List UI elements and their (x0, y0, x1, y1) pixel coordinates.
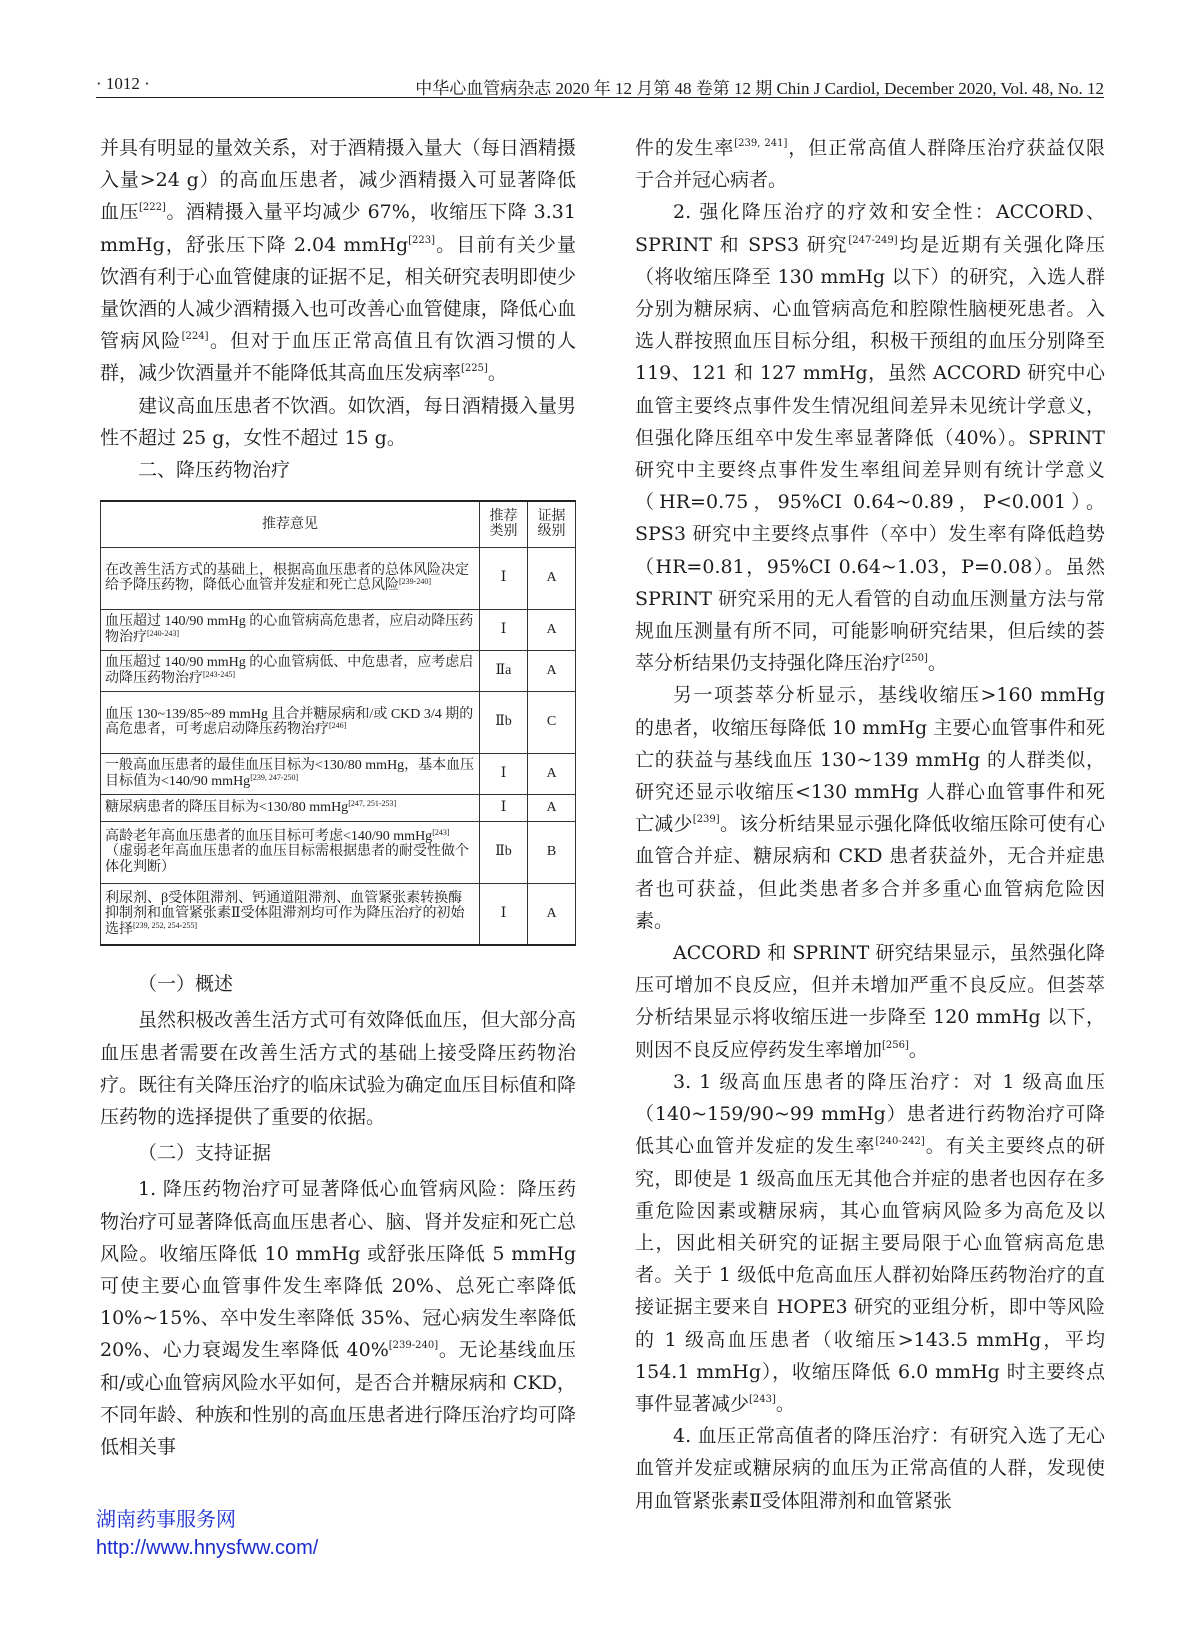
paragraph-metaanalysis: 另一项荟萃分析显示，基线收缩压>160 mmHg 的患者，收缩压每降低 10 mmHg 主要心血管事件和死亡的获益与基线血压 130~139 mmHg 的人群类似，研究还显示收缩压<130 mmHg 人群心血管事件和死亡减少[239]。该分析结果显示强化降低收缩压除可使有心血管合并症、糖尿病和 CKD 患者获益外，无合并症患者也可获益，但此类患者多合并多重心血管病危险因素。 (635, 684, 1105, 932)
subsection-title: （二）支持证据 (138, 1142, 272, 1165)
evidence-level: C (528, 691, 576, 753)
table-row (101, 753, 576, 794)
recommendation-text: 一般高血压患者的最佳血压目标为<130/80 mmHg，基本血压目标值为<140/90 mmHg[239, 247-250] (101, 753, 480, 794)
evidence-level: A (528, 794, 576, 821)
section-title: 二、降压药物治疗 (138, 459, 291, 482)
citation: [247-249] (848, 234, 898, 246)
recommendation-class: Ⅱb (480, 691, 528, 753)
subsection-title: （一）概述 (138, 973, 234, 996)
recommendation-text: 利尿剂、β受体阻滞剂、钙通道阻滞剂、血管紧张素转换酶抑制剂和血管紧张素Ⅱ受体阻滞剂均可作为降压治疗的初始选择[239, 252, 254-255] (101, 883, 480, 945)
citation: [222] (138, 202, 166, 214)
recommendation-text: 血压 130~139/85~89 mmHg 且合并糖尿病和/或 CKD 3/4 期的高危患者，可考虑启动降压药物治疗[246] (101, 691, 480, 753)
citation: [250] (901, 653, 928, 665)
paragraph-adverse: ACCORD 和 SPRINT 研究结果显示，虽然强化降压可增加不良反应，但并未增加严重不良反应。但荟萃分析结果显示将收缩压进一步降至 120 mmHg 以下，则因不良反应停药发生率增加[256]。 (635, 942, 1105, 1061)
running-header (96, 66, 1104, 98)
right-column (635, 132, 1105, 1517)
evidence-level: A (528, 650, 576, 691)
recommendation-class: Ⅱa (480, 650, 528, 691)
citation: [224] (181, 331, 209, 343)
paragraph-grade1: 3. 1 级高血压患者的降压治疗：对 1 级高血压（140~159/90~99 mmHg）患者进行药物治疗可降低其心血管并发症的发生率[240-242]。有关主要终点的研究，即使是 1 级高血压无其他合并症的患者也因存在多重危险因素或糖尿病，其心血管病风险多为高危及以上，因此相关研究的证据主要局限于心血管病高危患者。关于 1 级低中危高血压人群初始降压药物治疗的直接证据主要来自 HOPE3 研究的亚组分析，即中等风险的 1 级高血压患者（收缩压>143.5 mmHg，平均 154.1 mmHg），收缩压降低 6.0 mmHg 时主要终点事件显著减少[243]。 (635, 1070, 1105, 1415)
table-row (101, 547, 576, 609)
column-header: 推荐意见 (101, 501, 480, 547)
evidence-level: A (528, 609, 576, 650)
citation: [239-240] (388, 1340, 439, 1352)
evidence-level: A (528, 753, 576, 794)
table-row (101, 794, 576, 821)
column-header: 推荐类别 (480, 501, 528, 547)
recommendation-class: Ⅰ (480, 883, 528, 945)
paragraph-overview: 虽然积极改善生活方式可有效降低血压，但大部分高血压患者需要在改善生活方式的基础上接受降压药物治疗。既往有关降压治疗的临床试验为确定血压目标值和降压药物的选择提供了重要的依据。 (100, 1009, 576, 1129)
table-row (101, 650, 576, 691)
paragraph-intensive: 2. 强化降压治疗的疗效和安全性：ACCORD、SPRINT 和 SPS3 研究[247-249]均是近期有关强化降压（将收缩压降至 130 mmHg 以下）的研究，入选人群分别为糖尿病、心血管病高危和腔隙性脑梗死患者。入选人群按照血压目标分组，积极干预组的血压分别降至 119、121 和 127 mmHg，虽然 ACCORD 研究中心血管主要终点事件发生情况组间差异未见统计学意义，但强化降压组卒中发生率显著降低（40%）。SPRINT 研究中主要终点事件发生率组间差异则有统计学意义（HR=0.75，95%CI 0.64~0.89，P<0.001）。SPS3 研究中主要终点事件（卒中）发生率有降低趋势（HR=0.81，95%CI 0.64~1.03，P=0.08）。虽然 SPRINT 研究采用的无人看管的自动血压测量方法与常规血压测量有所不同，可能影响研究结果，但后续的荟萃分析结果仍支持强化降压治疗[250]。 (635, 201, 1105, 675)
table-header-row (101, 501, 576, 547)
column-header: 证据级别 (528, 501, 576, 547)
paragraph-recommendation: 建议高血压患者不饮酒。如饮酒，每日酒精摄入量男性不超过 25 g，女性不超过 15 g。 (100, 394, 576, 449)
recommendation-text: 血压超过 140/90 mmHg 的心血管病高危患者，应启动降压药物治疗[240-243] (101, 609, 480, 650)
citation: [240-242] (875, 1136, 925, 1148)
recommendation-class: Ⅰ (480, 609, 528, 650)
citation: [243] (749, 1393, 776, 1405)
citation: [256] (882, 1039, 909, 1051)
citation: [223] (408, 234, 436, 246)
evidence-level: B (528, 821, 576, 883)
recommendation-class: Ⅰ (480, 794, 528, 821)
paragraph-evidence: 1. 降压药物治疗可显著降低心血管病风险：降压药物治疗可显著降低高血压患者心、脑、肾并发症和死亡总风险。收缩压降低 10 mmHg 或舒张压降低 5 mmHg 可使主要心血管事件发生率降低 20%、总死亡率降低 10%~15%、卒中发生率降低 35%、冠心病发生率降低 20%、心力衰竭发生率降低 40%[239-240]。无论基线血压和/或心血管病风险水平如何，是否合并糖尿病和 CKD，不同年龄、种族和性别的高血压患者进行降压治疗均可降低相关事 (100, 1178, 576, 1459)
recommendation-class: Ⅰ (480, 753, 528, 794)
recommendation-text: 血压超过 140/90 mmHg 的心血管病低、中危患者，应考虑启动降压药物治疗[243-245] (101, 650, 480, 691)
recommendation-text: 在改善生活方式的基础上，根据高血压患者的总体风险决定给予降压药物，降低心血管并发症和死亡总风险[239-240] (101, 547, 480, 609)
watermark-url[interactable]: http://www.hnysfww.com/ (96, 1537, 319, 1559)
recommendation-text: 高龄老年高血压患者的血压目标可考虑<140/90 mmHg[243]（虚弱老年高血压患者的血压目标需根据患者的耐受性做个体化判断） (101, 821, 480, 883)
paragraph-high-normal: 4. 血压正常高值者的降压治疗：有研究入选了无心血管并发症或糖尿病的血压为正常高值的人群，发现使用血管紧张素Ⅱ受体阻滞剂和血管紧张 (635, 1425, 1105, 1512)
recommendation-table (100, 500, 576, 946)
citation: [225] (461, 363, 488, 375)
paragraph-continuation: 件的发生率[239, 241]，但正常高值人群降压治疗获益仅限于合并冠心病者。 (635, 137, 1105, 192)
left-column (100, 132, 576, 1463)
table-row (101, 821, 576, 883)
evidence-level: A (528, 883, 576, 945)
watermark-name: 湖南药事服务网 (96, 1509, 236, 1531)
journal-citation: 中华心血管病杂志 2020 年 12 月第 48 卷第 12 期 Chin J Cardiol, December 2020, Vol. 48, No. 12 (415, 79, 1104, 98)
citation: [239, 241] (734, 138, 788, 149)
table-row (101, 609, 576, 650)
table-row (101, 691, 576, 753)
table-row (101, 883, 576, 945)
recommendation-text: 糖尿病患者的降压目标为<130/80 mmHg[247, 251-253] (101, 794, 480, 821)
watermark (96, 1506, 318, 1562)
paragraph-alcohol: 并具有明显的量效关系，对于酒精摄入量大（每日酒精摄入量>24 g）的高血压患者，减少酒精摄入可显著降低血压[222]。酒精摄入量平均减少 67%，收缩压下降 3.31 mmHg，舒张压下降 2.04 mmHg[223]。目前有关少量饮酒有利于心血管健康的证据不足，相关研究表明即使少量饮酒的人减少酒精摄入也可改善心血管健康，降低心血管病风险[224]。但对于血压正常高值且有饮酒习惯的人群，减少饮酒量并不能降低其高血压发病率[225]。 (100, 137, 576, 385)
recommendation-class: Ⅰ (480, 547, 528, 609)
page-number: · 1012 · (96, 74, 150, 93)
citation: [239] (692, 814, 720, 826)
recommendation-class: Ⅱb (480, 821, 528, 883)
evidence-level: A (528, 547, 576, 609)
